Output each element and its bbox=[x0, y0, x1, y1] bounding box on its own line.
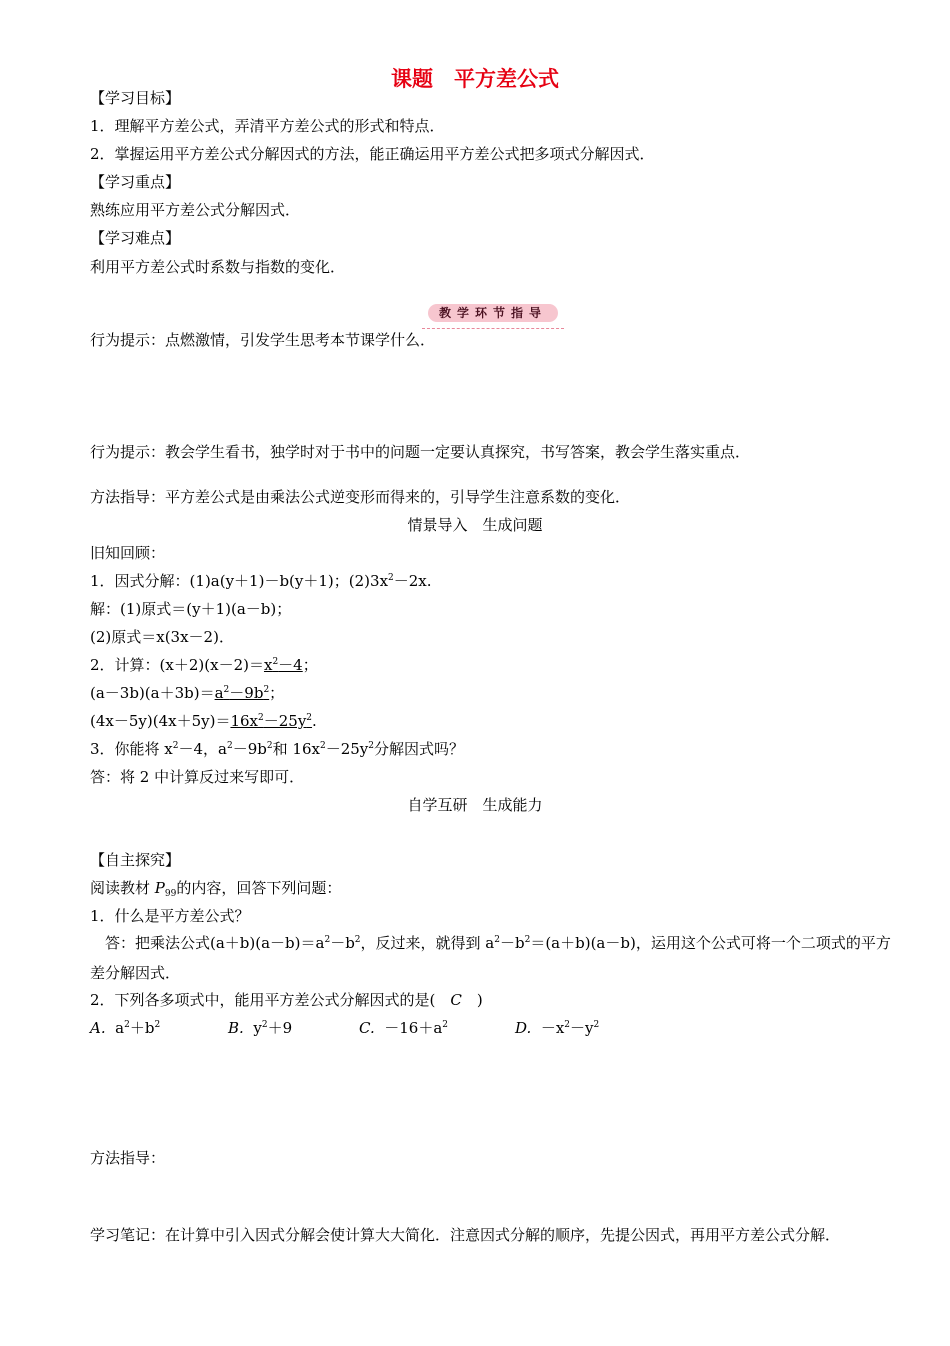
option-a: A. $a^2+b^2$ bbox=[90, 1019, 161, 1037]
difficulty-heading: 【学习难点】 bbox=[90, 229, 181, 247]
difficulty-text: 利用平方差公式时系数与指数的变化． bbox=[90, 258, 346, 276]
answer-blank: $16x^2-25y^2$ bbox=[230, 712, 313, 730]
review-label: 旧知回顾： bbox=[90, 544, 166, 562]
explore-question-2: 2．下列各多项式中，能用平方差公式分解因式的是( C ) bbox=[90, 991, 483, 1009]
method-guide-2: 方法指导： bbox=[90, 1149, 166, 1167]
review-question-2: 2．计算：$(x+2)(x-2)=x^2-4$； bbox=[90, 656, 318, 674]
focus-text: 熟练应用平方差公式分解因式． bbox=[90, 201, 301, 219]
behavior-hint-2: 行为提示：教会学生看书，独学时对于书中的问题一定要认真探究，书写答案，教会学生落实重点． bbox=[90, 443, 751, 461]
section-heading-intro: 情景导入 生成问题 bbox=[407, 516, 543, 534]
explore-question-1: 1．什么是平方差公式？ bbox=[90, 907, 250, 925]
review-question-1: 1．因式分解：(1)a(y＋1)－b(y＋1)；$(2)3x^2-2x$. bbox=[90, 572, 432, 590]
goal-item-1: 1．理解平方差公式，弄清平方差公式的形式和特点． bbox=[90, 117, 445, 135]
review-answer-2: (2)原式＝x(3x－2)． bbox=[90, 628, 234, 646]
reading-instruction: 阅读教材 $P_{99}$的内容，回答下列问题： bbox=[90, 879, 342, 899]
option-d: D. $-x^2-y^2$ bbox=[515, 1019, 600, 1037]
answer-blank: $x^2-4$ bbox=[263, 656, 303, 674]
review-question-3: 3．你能将 $x^2-4$，$a^2-9b^2$和 $16x^2-25y^2$分解因式吗？ bbox=[90, 740, 465, 758]
review-question-2b: $(a-3b)(a+3b)=a^2-9b^2$； bbox=[90, 684, 285, 702]
goal-heading: 【学习目标】 bbox=[90, 89, 181, 107]
answer-blank: $a^2-9b^2$ bbox=[214, 684, 270, 702]
review-answer-3: 答：将 2 中计算反过来写即可． bbox=[90, 768, 305, 786]
focus-heading: 【学习重点】 bbox=[90, 173, 181, 191]
method-guide-1: 方法指导：平方差公式是由乘法公式逆变形而得来的，引导学生注意系数的变化． bbox=[90, 488, 631, 506]
review-answer-1: 解：(1)原式＝(y＋1)(a－b)； bbox=[90, 600, 292, 618]
study-notes: 学习笔记：在计算中引入因式分解会使计算大大简化．注意因式分解的顺序，先提公因式，再用平方差公式分解． bbox=[90, 1226, 841, 1244]
review-question-2c: $(4x-5y)(4x+5y)=16x^2-25y^2$. bbox=[90, 712, 317, 730]
teaching-guide-badge-label: 教学环节指导 bbox=[428, 304, 558, 322]
explore-heading: 【自主探究】 bbox=[90, 851, 181, 869]
option-b: B. $y^2+9$ bbox=[228, 1019, 293, 1037]
option-c: C. $-16+a^2$ bbox=[359, 1019, 449, 1037]
section-heading-self-study: 自学互研 生成能力 bbox=[407, 796, 543, 814]
page-title: 课题 平方差公式 bbox=[391, 66, 559, 91]
behavior-hint-1: 行为提示：点燃激情，引发学生思考本节课学什么． bbox=[90, 331, 436, 349]
goal-item-2: 2．掌握运用平方差公式分解因式的方法，能正确运用平方差公式把多项式分解因式． bbox=[90, 145, 655, 163]
explore-answer-1: 答：把乘法公式$(a+b)(a-b)=a^2-b^2$，反过来，就得到 $a^2-b^2=(a+b)(a-b)$，运用这个公式可将一个二项式的平方差分解因式． bbox=[90, 934, 891, 982]
teaching-guide-badge bbox=[422, 302, 564, 329]
